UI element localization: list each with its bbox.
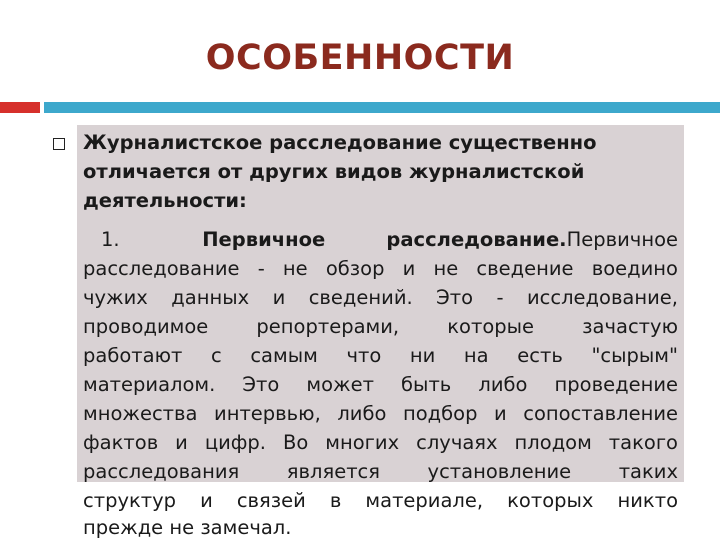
item-number: 1. — [101, 228, 120, 251]
accent-bar-blue — [44, 102, 720, 113]
body-line: прежде не замечал. — [83, 516, 292, 539]
item-heading: Первичное расследование. — [202, 228, 567, 251]
lead-line: Журналистское расследование существенно — [83, 131, 597, 154]
body-line: структур и связей в материале, которых никто — [83, 489, 678, 512]
body-line: множества интервью, либо подбор и сопоставление — [83, 402, 678, 425]
body-line: проводимое репортерами, которые зачастую — [83, 315, 678, 338]
bullet-square-icon — [53, 138, 65, 150]
body-line: чужих данных и сведений. Это - исследование, — [83, 286, 678, 309]
body-line: Первичное — [566, 228, 678, 251]
lead-paragraph — [83, 128, 673, 215]
slide-title: ОСОБЕННОСТИ — [205, 38, 515, 78]
body-line: расследования является установление таких — [83, 460, 678, 483]
body-line: фактов и цифр. Во многих случаях плодом такого — [83, 431, 678, 454]
body-line: материалом. Это может быть либо проведение — [83, 373, 678, 396]
lead-line: отличается от других видов журналистской — [83, 160, 585, 183]
accent-bar-red — [0, 102, 40, 113]
body-line: расследование - не обзор и не сведение воедино — [83, 257, 678, 280]
item-heading-line — [83, 225, 678, 254]
body-line: работают с самым что ни на есть "сырым" — [83, 344, 678, 367]
lead-line: деятельности: — [83, 189, 247, 212]
